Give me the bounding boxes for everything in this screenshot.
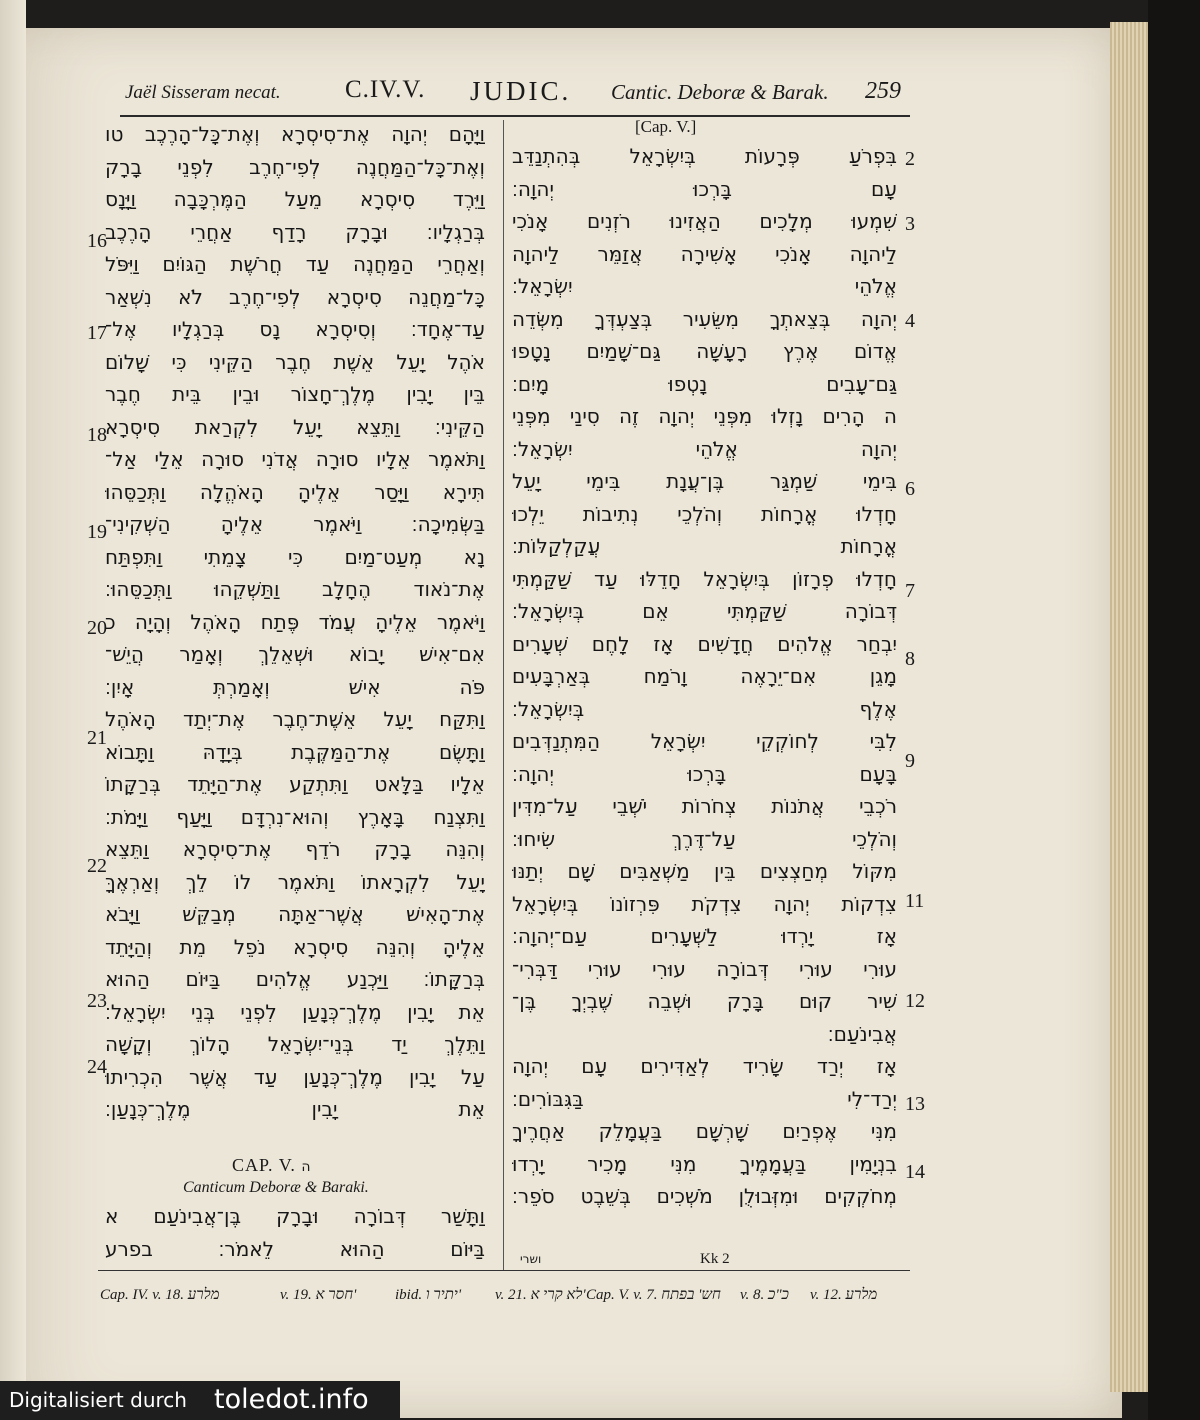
text-line: דְּבוֹרָה שַׁקַּמְתִּי אֵם בְּיִשְׂרָאֵל׃ [512,599,897,623]
text-line: חָדְלוּ אֳרָחוֹת וְהֹלְכֵי נְתִיבוֹת יֵלְכוּ [512,501,897,526]
text-line: בַּיּוֹם הַהוּא לֵאמֹר׃ בפרע [105,1236,485,1261]
verse-number: 23 [87,990,107,1012]
text-line: וַיָּהָם יְהוָה אֶת־סִיסְרָא וְאֶת־כָּל־הָרֶכֶב טו [105,122,485,146]
text-line: יְהוָה אֱלֹהֵי יִשְׂרָאֵל׃ [512,436,897,461]
chapter-heading: CAP. V. ה [232,1155,312,1175]
left-page-edge [0,0,26,1420]
text-line: וְהֹלְכֵי עַל־דֶּרֶךְ שִׂיחוּ׃ [512,826,897,851]
right-column [512,140,897,1213]
verse-number: 6 [905,478,915,500]
text-line: צִדְקוֹת יְהוָה צִדְקֹת פִּרְזוֹנוֹ בְּיִשְׂרָאֵל [512,891,897,916]
text-line: ה הָרִים נָזְלוּ מִפְּנֵי יְהוָה זֶה סִינַי מִפְּנֵי [512,404,897,428]
text-line: עָם בָּרְכוּ יְהוָה׃ [512,176,897,201]
verse-number: 17 [87,322,107,344]
verse-number: 11 [905,890,925,912]
text-line: בִּימֵי שַׁמְגַּר בֶּן־עֲנָת בִּימֵי יָעֵל [512,469,897,493]
chapter-subtitle: Canticum Deboræ & Baraki. [183,1179,369,1196]
text-line: וַתָּשֶׂם אֶת־הַמַּקֶּבֶת בְּיָדָהּ וַתָּבוֹא [105,739,485,764]
verse-number: 20 [87,617,107,639]
header-right: Cantic. Deboræ & Barak. [611,80,829,104]
verse-number: 21 [87,727,107,749]
text-line: וַתִּקַּח יָעֵל אֵשֶׁת־חֶבֶר אֶת־יְתַד הָאֹהֶל [105,707,485,731]
text-line: יְרַד־לִי בַּגִּבּוֹרִים׃ [512,1086,897,1111]
text-line: בָּעָם בָּרְכוּ יְהוָה׃ [512,761,897,786]
text-line: וַתֵּלֶךְ יַד בְּנֵי־יִשְׂרָאֵל הָלוֹךְ וְקָשָׁה [105,1032,485,1056]
watermark-prefix: Digitalisiert durch [9,1388,187,1412]
text-line: אֹהֶל יָעֵל אֵשֶׁת חֶבֶר הַקֵּינִי כִּי שָׁלוֹם [105,349,485,374]
column-rule [503,120,504,1270]
text-line: בֵּין יָבִין מֶלֶךְ־חָצוֹר וּבֵין בֵּית חֶבֶר [105,382,485,406]
footnote: Cap. V. v. 7. חש' בפתח [586,1287,721,1303]
verse-number: 16 [87,230,107,252]
text-line: אֲבִינֹעַם׃ [827,1021,897,1046]
text-line: פֹּה אִישׁ וְאָמַרְתְּ אָיִן׃ [105,674,485,699]
text-line: חָדְלוּ פְרָזוֹן בְּיִשְׂרָאֵל חָדֵלּוּ עַד שַׁקַּמְתִּי [512,566,897,591]
header-book: JUDIC. [470,76,572,106]
catchword: ושרי [520,1252,542,1266]
text-line: עַד־אֶחָד׃ וְסִיסְרָא נָס בְּרַגְלָיו אֶל־ [105,317,485,341]
text-line: וְהִנֵּה בָרָק רֹדֵף אֶת־סִיסְרָא וַתֵּצֵא [105,837,485,861]
text-line: וַיֹּאמֶר אֵלֶיהָ עֲמֹד פֶּתַח הָאֹהֶל וְהָיָה כ [105,609,485,634]
book-cover [1148,0,1200,1420]
text-line: וַתִּצְנַח בָּאָרֶץ וְהוּא־נִרְדָּם וַיָּעַף וַיָּמֹת׃ [105,804,485,829]
verse-number: 4 [905,310,915,332]
song-opening [105,1200,485,1265]
text-line: וַתֹּאמֶר אֵלָיו סוּרָה אֲדֹנִי סוּרָה אֵלַי אַל־ [105,447,485,471]
text-line: אֶלֶף בְּיִשְׂרָאֵל׃ [512,696,897,721]
header-chapter: C.IV.V. [345,76,426,103]
footnote: v. 21. לא קרי א' [495,1287,586,1303]
text-line: וַתָּשַׁר דְּבוֹרָה וּבָרָק בֶּן־אֲבִינֹעַם א [105,1204,485,1228]
text-line: מָגֵן אִם־יֵרָאֶה וָרֹמַח בְּאַרְבָּעִים [512,664,897,688]
text-line: אֳרָחוֹת עֲקַלְקַלּוֹת׃ [512,534,897,558]
footnote-rule [98,1270,910,1271]
text-line: כָּל־מַחֲנֵה סִיסְרָא לְפִי־חֶרֶב לֹא נִשְׁאַר [105,284,485,309]
text-line: אֶת־נֹאוד הֶחָלָב וַתַּשְׁקֵהוּ וַתְּכַסֵּהוּ׃ [105,577,485,601]
text-line: אֶת־הָאִישׁ אֲשֶׁר־אַתָּה מְבַקֵּשׁ וַיָּבֹא [105,902,485,926]
text-line: גַּם־עָבִים נָטְפוּ מָיִם׃ [512,371,897,396]
text-line: עוּרִי עוּרִי דְּבוֹרָה עוּרִי עוּרִי דַּבְּרִי־ [512,956,897,981]
text-line: אִם־אִישׁ יָבוֹא וּשְׁאֵלֵךְ וְאָמַר הֲיֵשׁ־ [105,642,485,666]
verse-number: 2 [905,148,915,170]
chapter-bracket: [Cap. V.] [635,117,697,136]
verse-number: 18 [87,424,107,446]
text-line: מְחֹקְקִים וּמִזְּבוּלֻן מֹשְׁכִים בְּשֵׁבֶט סֹפֵר׃ [512,1184,897,1208]
text-line: יִבְחַר אֱלֹהִים חֲדָשִׁים אָז לָחֶם שְׁעָרִים [512,631,897,656]
text-line: מִקּוֹל מְחַצְצִים בֵּין מַשְׁאַבִּים שָׁם יְתַנּוּ [512,859,897,883]
text-line: עַל יָבִין מֶלֶךְ־כְּנָעַן עַד אֲשֶׁר הִכְרִיתוּ [105,1064,485,1089]
footnote: Cap. IV. v. 18. מלרע [100,1287,220,1303]
verse-number: 12 [905,990,925,1012]
footnotes [100,1287,910,1317]
page-edges [1110,22,1148,1392]
text-line: אֵת יָבִין מֶלֶךְ־כְּנָעַן׃ [105,1097,485,1121]
text-line: נָא מְעַט־מַיִם כִּי צָמֵתִי וַתִּפְתַּח [105,544,485,569]
footnote: v. 12. מלרע [810,1287,878,1303]
text-line: מִנִּי אֶפְרַיִם שָׁרְשָׁם בַּעֲמָלֵק אַחֲרֶיךָ [512,1119,897,1143]
header-left: Jaël Sisseram necat. [125,82,281,103]
verse-number: 14 [905,1161,925,1183]
text-line: אֵלֶיהָ וְהִנֵּה סִיסְרָא נֹפֵל מֵת וְהַיָּתֵד [105,934,485,959]
text-line: אָז יְרַד שָׂרִיד לְאַדִּירִים עָם יְהוָה [512,1054,897,1078]
footnote: v. 8. כ"כ [740,1287,790,1303]
watermark-banner [0,1381,400,1420]
verse-number: 19 [87,521,107,543]
text-line: בְּרַגְלָיו׃ וּבָרָק רָדַף אַחֲרֵי הָרֶכֶב [105,219,485,244]
left-column [105,118,485,1126]
text-line: אֵלָיו בַּלָּאט וַתִּתְקַע אֶת־הַיָּתֵד בְּרַקָּתוֹ [105,772,485,796]
footnote: v. 19. חסר א' [280,1287,357,1303]
text-line: וַיֵּרֶד סִיסְרָא מֵעַל הַמֶּרְכָּבָה וַיָּנָס [105,187,485,211]
verse-number: 7 [905,580,915,602]
text-line: הַקֵּינִי׃ וַתֵּצֵא יָעֵל לִקְרַאת סִיסְרָא [105,414,485,439]
verse-number: 3 [905,213,915,235]
header-rule [120,115,910,117]
text-line: וְאֶת־כָּל־הַמַּחֲנֶה לְפִי־חֶרֶב לִפְנֵי בָרָק [105,154,485,179]
text-line: אֵת יָבִין מֶלֶךְ־כְּנָעַן לִפְנֵי בְּנֵי יִשְׂרָאֵל׃ [105,999,485,1024]
text-line: וְאַחֲרֵי הַמַּחֲנֶה עַד חֲרֹשֶׁת הַגּוֹיִם וַיִּפֹּל [105,252,485,276]
text-line: יְהוָה בְּצֵאתְךָ מִשֵּׂעִיר בְּצַעְדְּךָ מִשְּׂדֵה [512,306,897,331]
text-line: בַּשְּׂמִיכָה׃ וַיֹּאמֶר אֵלֶיהָ הַשְׁקִינִי־ [105,512,485,536]
verse-number: 9 [905,750,915,772]
text-line: לִבִּי לְחוֹקְקֵי יִשְׂרָאֵל הַמִּתְנַדְּבִים [512,729,897,753]
text-line: בִּפְרֹעַ פְּרָעוֹת בְּיִשְׂרָאֵל בְּהִתְנַדֵּב [512,144,897,168]
text-line: שִׁמְעוּ מְלָכִים הַאֲזִינוּ רֹזְנִים אָנֹכִי [512,209,897,233]
text-line: אָז יָרְדוּ לַשְּׁעָרִים עַם־יְהוָה׃ [512,924,897,948]
text-line: רֹכְבֵי אֲתֹנוֹת צְחֹרוֹת יֹשְׁבֵי עַל־מִדִּין [512,794,897,818]
text-line: תִּירָא וַיָּסַר אֵלֶיהָ הָאֹהֱלָה וַתְּכַסֵּהוּ [105,479,485,504]
verse-number: 8 [905,648,915,670]
text-line: אֱלֹהֵי יִשְׂרָאֵל׃ [512,274,897,298]
text-line: בִנְיָמִין בַּעֲמָמֶיךָ מִנִּי מָכִיר יָרְדוּ [512,1151,897,1176]
verse-number: 22 [87,855,107,877]
text-line: יָעֵל לִקְרָאתוֹ וַתֹּאמֶר לוֹ לֵךְ וְאַרְאֶךָּ [105,869,485,894]
footnote: ibid. יתיר ו' [395,1287,462,1303]
running-header [125,72,915,112]
verse-number: 13 [905,1093,925,1115]
verse-number: 24 [87,1056,107,1078]
text-line: שִׁיר קוּם בָּרָק וּשְׁבֵה שֶׁבְיְךָ בֶּן־ [512,989,897,1013]
text-line: לַיהוָה אָנֹכִי אָשִׁירָה אֲזַמֵּר לַיהוָה [512,241,897,266]
watermark-site: toledot.info [214,1384,369,1415]
page-number: 259 [865,78,901,104]
text-line: אֱדוֹם אֶרֶץ רָעָשָׁה גַּם־שָׁמַיִם נָטָפוּ [512,339,897,363]
text-line: בְּרַקָּתוֹ׃ וַיַּכְנַע אֱלֹהִים בַּיּוֹם הַהוּא [105,967,485,991]
signature-mark: Kk 2 [700,1251,730,1267]
